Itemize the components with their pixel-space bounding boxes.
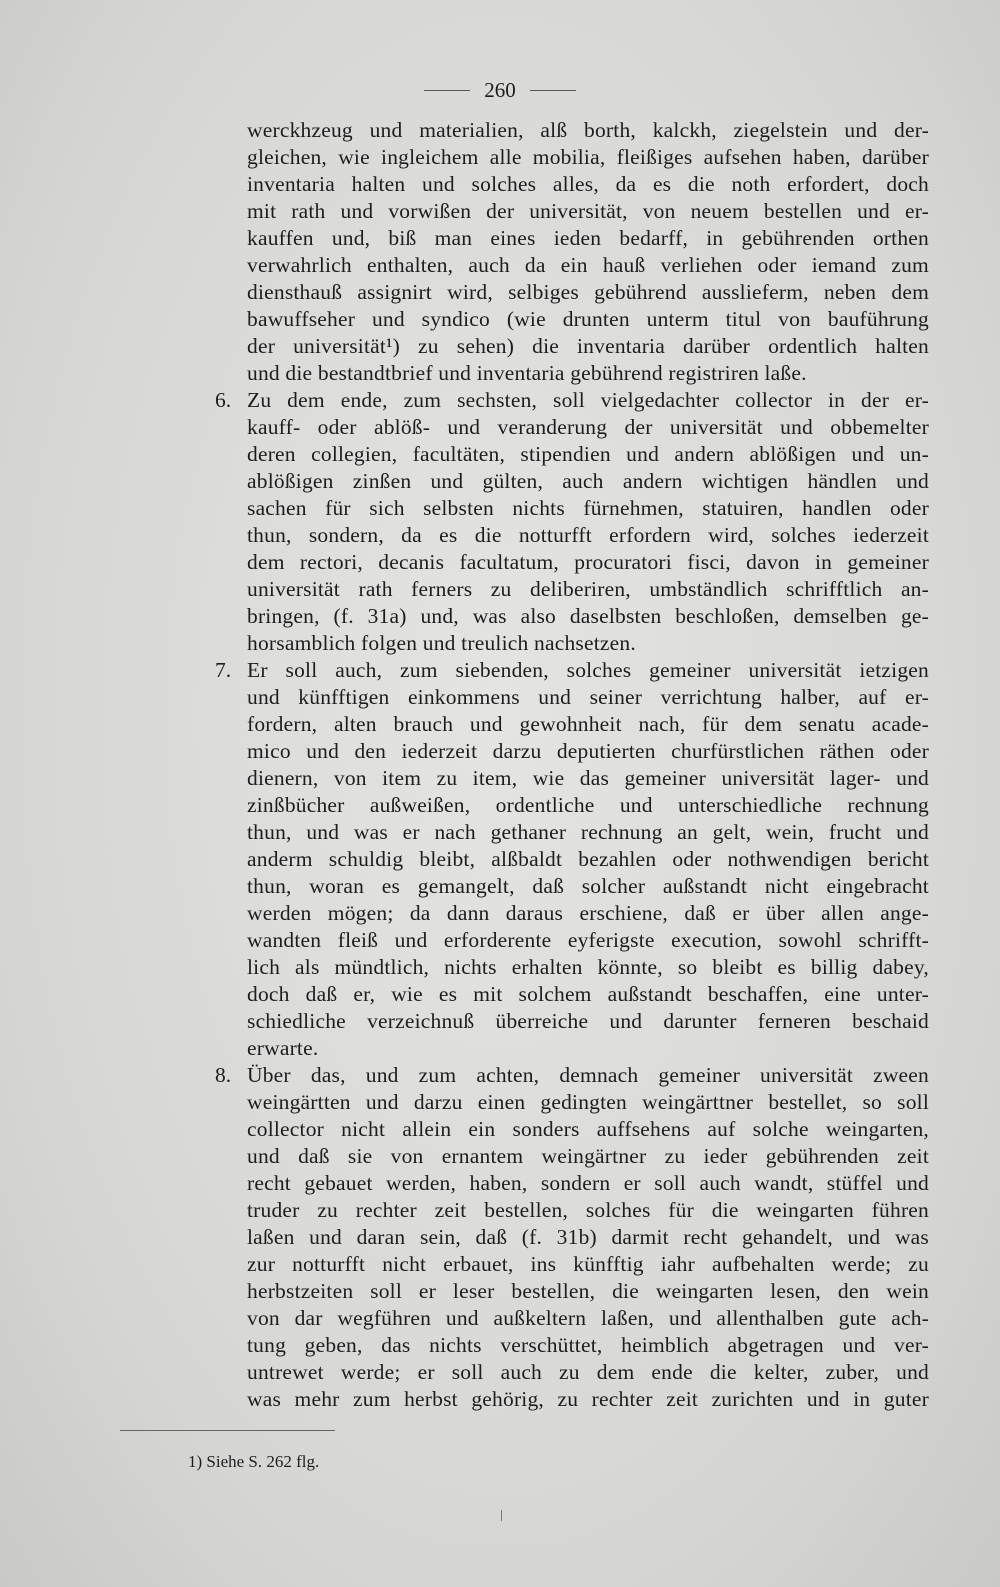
text-line: zinßbücher außweißen, ordentliche und unterschiedliche rechnung — [247, 793, 929, 817]
text-line: und daß sie von ernantem weingärtner zu ieder gebührenden zeit — [247, 1144, 929, 1168]
text-line: schiedliche verzeichnuß überreiche und darunter ferneren beschaid — [247, 1009, 929, 1033]
header-rule-left — [424, 90, 470, 91]
text-line: ablößigen zinßen und gülten, auch andern wichtigen händlen und — [247, 469, 929, 493]
text-line: mit rath und vorwißen der universität, von neuem bestellen und er- — [247, 199, 929, 223]
text-line: kauff- oder ablöß- und veranderung der universität und obbemelter — [247, 415, 929, 439]
text-line: laßen und daran sein, daß (f. 31b) darmit recht gehandelt, und was — [247, 1225, 929, 1249]
text-line: herbstzeiten soll er leser bestellen, die weingarten lesen, den wein — [247, 1279, 929, 1303]
gutter-mark — [501, 1510, 502, 1521]
text-line: kauffen und, biß man eines ieden bedarff, in gebührenden orthen — [247, 226, 929, 250]
text-line: erwarte. — [247, 1036, 319, 1060]
text-line: werden mögen; da dann daraus erschiene, daß er über allen ange- — [247, 901, 929, 925]
text-line: und die bestandtbrief und inventaria gebührend registriren laße. — [247, 361, 807, 385]
text-line: thun, und was er nach gethaner rechnung an gelt, wein, frucht und — [247, 820, 929, 844]
text-line: thun, woran es gemangelt, daß solcher außstandt nicht eingebracht — [247, 874, 929, 898]
text-line: wandten fleiß und erforderente eyferigste execution, sowohl schrifft- — [247, 928, 929, 952]
text-line: was mehr zum herbst gehörig, zu rechter zeit zurichten und in guter — [247, 1387, 929, 1411]
text-line: gleichen, wie ingleichem alle mobilia, fleißiges aufsehen haben, darüber — [247, 145, 929, 169]
text-line: deren collegien, facultäten, stipendien und andern ablößigen und un- — [247, 442, 929, 466]
text-line: lich als mündtlich, nichts erhalten könnte, so bleibt es billig dabey, — [247, 955, 929, 979]
text-line: von dar wegführen und außkeltern laßen, und allenthalben gute ach- — [247, 1306, 929, 1330]
text-line: universität rath ferners zu deliberiren, umbständlich schrifftlich an- — [247, 577, 929, 601]
text-line: recht gebauet werden, haben, sondern er soll auch wandt, stüffel und — [247, 1171, 929, 1195]
header-rule-right — [530, 90, 576, 91]
text-line: untrewet werde; er soll auch zu dem ende die kelter, zuber, und — [247, 1360, 929, 1384]
text-line: dienern, von item zu item, wie das gemeiner universität lager- und — [247, 766, 929, 790]
text-line: Zu dem ende, zum sechsten, soll vielgedachter collector in der er- — [247, 388, 929, 412]
text-line: Über das, und zum achten, demnach gemeiner universität zween — [247, 1063, 929, 1087]
page-header — [0, 78, 1000, 103]
item-number: 7. — [215, 658, 232, 682]
text-line: inventaria halten und solches alles, da es die noth erfordert, doch — [247, 172, 929, 196]
text-line: verwahrlich enthalten, auch da ein hauß verliehen oder iemand zum — [247, 253, 929, 277]
text-line: tung geben, das nichts verschüttet, heimblich abgetragen und ver- — [247, 1333, 929, 1357]
text-line: sachen für sich selbsten nichts fürnehmen, statuiren, handlen oder — [247, 496, 929, 520]
text-line: horsamblich folgen und treulich nachsetzen. — [247, 631, 636, 655]
text-line: collector nicht allein ein sonders auffsehens auf solche weingarten, — [247, 1117, 929, 1141]
text-line: mico und den iederzeit darzu deputierten churfürstlichen räthen oder — [247, 739, 929, 763]
text-line: bawuffseher und syndico (wie drunten unterm titul von bauführung — [247, 307, 929, 331]
text-line: truder zu rechter zeit bestellen, solches für die weingarten führen — [247, 1198, 929, 1222]
footnote: 1) Siehe S. 262 flg. — [188, 1452, 320, 1471]
text-line: der universität¹) zu sehen) die inventaria darüber ordentlich halten — [247, 334, 929, 358]
text-line: doch daß er, wie es mit solchem außstandt beschaffen, eine unter- — [247, 982, 929, 1006]
text-line: fordern, alten brauch und gewohnheit nach, für dem senatu acade- — [247, 712, 929, 736]
text-line: anderm schuldig bleibt, alßbaldt bezahlen oder nothwendigen bericht — [247, 847, 929, 871]
text-line: zur notturfft nicht erbauet, ins künfftig iahr aufbehalten werde; zu — [247, 1252, 929, 1276]
text-line: Er soll auch, zum siebenden, solches gemeiner universität ietzigen — [247, 658, 929, 682]
text-line: und künfftigen einkommens und seiner verrichtung halber, auf er- — [247, 685, 929, 709]
item-number: 8. — [215, 1063, 232, 1087]
text-line: dem rectori, decanis facultatum, procuratori fisci, davon in gemeiner — [247, 550, 929, 574]
footnote-rule — [120, 1430, 335, 1431]
text-line: bringen, (f. 31a) und, was also daselbsten beschloßen, demselben ge- — [247, 604, 929, 628]
item-number: 6. — [215, 388, 232, 412]
text-line: werckhzeug und materialien, alß borth, kalckh, ziegelstein und der- — [247, 118, 929, 142]
text-line: thun, sondern, da es die notturfft erfordern wird, solches iederzeit — [247, 523, 929, 547]
page-number: 260 — [484, 78, 516, 102]
text-line: diensthauß assignirt wird, selbiges gebührend ausslieferm, neben dem — [247, 280, 929, 304]
text-line: weingärtten und darzu einen gedingten weingärttner bestellet, so soll — [247, 1090, 929, 1114]
